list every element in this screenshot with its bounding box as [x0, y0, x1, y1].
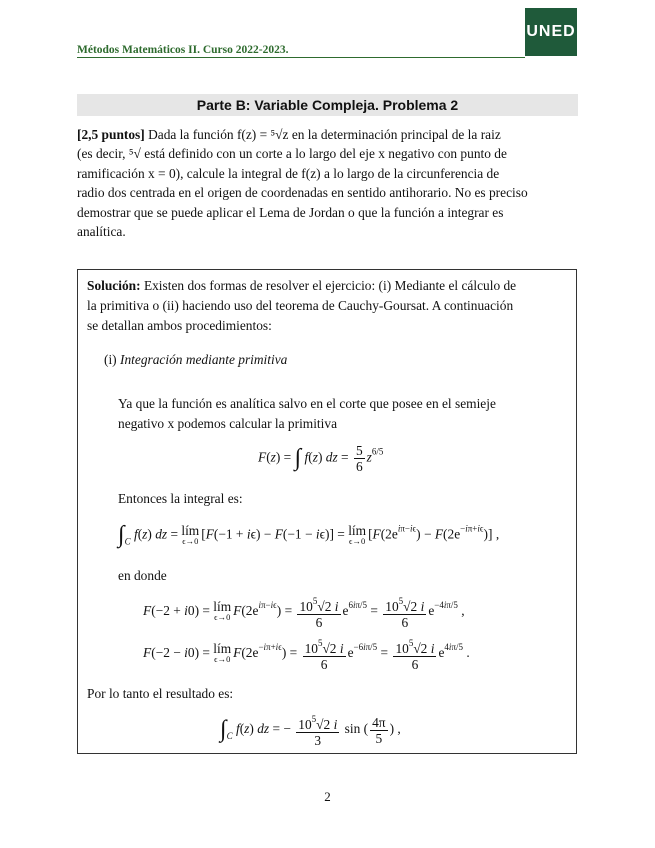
problem-points: [2,5 puntos] [77, 127, 145, 142]
equation-integral-limit: $\int_C$ f(z) dz = lím ϵ→0 [F(−1 + iϵ) − F(−1 − iϵ)] = lím ϵ→0 $[F(2e^{i\pi-i\epsilon}) - F(2e^{-i\pi+i\epsilon})]$ , [118, 522, 500, 548]
problem-line-3: ramificación x = 0), calcule la integral de f(z) a lo largo de la circunferencia de [77, 165, 500, 181]
equation-result: $\int_C$ f(z) dz = − $\frac{10^5√2 i}{3}$ sin ( $\frac{4\pi}{5}$ ) , [220, 714, 401, 748]
solution-intro-line-2: la primitiva o (ii) haciendo uso del teorema de Cauchy-Goursat. A continuación [87, 298, 514, 313]
header-divider [77, 57, 525, 58]
solution-box [77, 269, 577, 754]
therefore-text: Por lo tanto el resultado es: [87, 686, 234, 701]
method-para-line-1: Ya que la función es analítica salvo en el corte que posee en el semieje [118, 396, 496, 411]
then-text: Entonces la integral es: [118, 491, 243, 506]
uned-logo: UNED [525, 8, 577, 56]
method-heading: (i) Integración mediante primitiva [104, 352, 288, 367]
problem-line-2: (es decir, ⁵√ está definido con un corte a lo largo del eje x negativo con punto de [77, 146, 507, 162]
section-title: Parte B: Variable Compleja. Problema 2 [77, 94, 578, 116]
problem-line-6: analítica. [77, 224, 126, 240]
equation-f-plus: F(−2 + i0) = lím ϵ→0 $F(2e^{i\pi-i\epsilon})$ = $\frac{10^5√2 i}{6}$ $e^{6i\pi/5}$ = $\frac{10^5√2 i}{6}$ $e^{-4i\pi/5}$ , [143, 596, 465, 630]
method-para-line-2: negativo x podemos calcular la primitiva [118, 416, 338, 431]
page-number: 2 [324, 789, 331, 804]
solution-label: Solución: [87, 278, 141, 293]
problem-line-5: demostrar que se puede aplicar el Lema de Jordan o que la función a integrar es [77, 204, 504, 220]
equation-primitive: F(z) = ∫ f(z) dz = $\frac{5}{6}$ $z^{6/5}$ [258, 443, 384, 474]
problem-line-4: radio dos centrada en el origen de coordenadas en sentido antihorario. No es preciso [77, 185, 528, 201]
where-text: en donde [118, 568, 167, 583]
solution-intro-line-3: se detallan ambos procedimientos: [87, 318, 272, 333]
course-title: Métodos Matemáticos II. Curso 2022-2023. [77, 44, 289, 56]
problem-line-1: [2,5 puntos] Dada la función f(z) = ⁵√z en la determinación principal de la raiz [77, 127, 501, 142]
solution-intro-line-1: Solución: Existen dos formas de resolver el ejercicio: (i) Mediante el cálculo de [87, 278, 517, 293]
equation-f-minus: F(−2 − i0) = lím ϵ→0 $F(2e^{-i\pi+i\epsilon})$ = $\frac{10^5√2 i}{6}$ $e^{-6i\pi/5}$ = $\frac{10^5√2 i}{6}$ $e^{4i\pi/5}$ . [143, 638, 470, 672]
problem-statement [77, 125, 580, 241]
